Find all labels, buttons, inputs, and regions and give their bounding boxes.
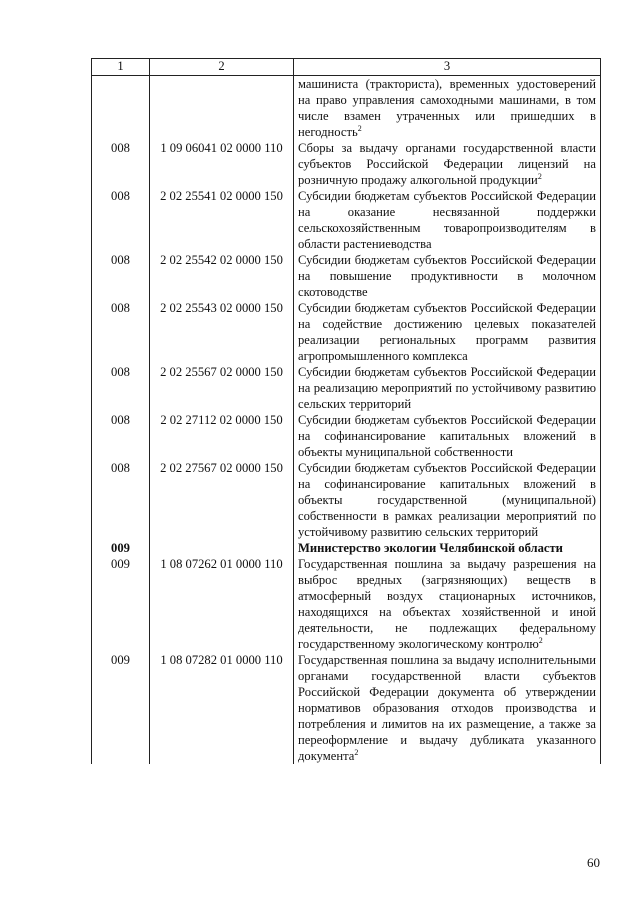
admin-code-cell: 008	[92, 252, 150, 300]
footnote-mark: 2	[538, 636, 543, 645]
admin-code-cell: 008	[92, 364, 150, 412]
description-text: Субсидии бюджетам субъектов Российской Федерации на реализацию мероприятий по устойчивому развитию сельских территорий	[298, 365, 596, 411]
admin-code-cell: 008	[92, 140, 150, 188]
table-row	[92, 556, 601, 652]
revenue-code-cell: 2 02 25543 02 0000 150	[150, 300, 294, 364]
table-row	[92, 188, 601, 252]
admin-code-cell: 008	[92, 188, 150, 252]
description-text: Государственная пошлина за выдачу разрешения на выброс вредных (загрязняющих) веществ в атмосферный воздух стационарных источников, находящихся на объектах хозяйственной и иной деятельности, не подлежащих федеральному государственному экологическому контролю	[298, 557, 596, 651]
revenue-code-cell: 2 02 25541 02 0000 150	[150, 188, 294, 252]
table-row-section-heading	[92, 540, 601, 556]
description-cell	[294, 364, 601, 412]
description-cell	[294, 652, 601, 764]
description-cell	[294, 188, 601, 252]
footnote-mark: 2	[357, 124, 362, 133]
description-cell	[294, 76, 601, 141]
admin-code-cell	[92, 76, 150, 141]
table-row	[92, 412, 601, 460]
description-text: машиниста (тракториста), временных удостоверений на право управления самоходными машинами, в том числе взамен утраченных или пришедших в негодность	[298, 77, 596, 139]
table-header-row	[92, 59, 601, 76]
footnote-mark: 2	[354, 748, 359, 757]
header-col-3: 3	[294, 59, 601, 76]
description-text: Субсидии бюджетам субъектов Российской Федерации на софинансирование капитальных вложений в объекты государственной (муниципальной) собственности в рамках реализации мероприятий по устойчивому развитию сельских территорий	[298, 461, 596, 539]
admin-code-cell: 008	[92, 460, 150, 540]
admin-code-cell: 009	[92, 540, 150, 556]
revenue-code-cell: 1 08 07282 01 0000 110	[150, 652, 294, 764]
admin-code-cell: 008	[92, 300, 150, 364]
revenue-code-cell: 2 02 25542 02 0000 150	[150, 252, 294, 300]
description-text: Государственная пошлина за выдачу исполнительными органами государственной власти субъектов Российской Федерации документа об утверждении нормативов образования отходов производства и потребления и лимитов на их размещение, а также за переоформление и выдачу дубликата указанного документа	[298, 653, 596, 763]
revenue-code-cell: 1 08 07262 01 0000 110	[150, 556, 294, 652]
description-cell	[294, 300, 601, 364]
table-row	[92, 364, 601, 412]
admin-code-cell: 009	[92, 556, 150, 652]
table-row	[92, 140, 601, 188]
ministry-heading: Министерство экологии Челябинской области	[294, 540, 601, 556]
description-cell	[294, 412, 601, 460]
table-row	[92, 252, 601, 300]
revenue-code-cell: 2 02 27112 02 0000 150	[150, 412, 294, 460]
page-number: 60	[587, 855, 600, 870]
admin-code-cell: 008	[92, 412, 150, 460]
description-cell	[294, 140, 601, 188]
description-cell	[294, 556, 601, 652]
revenue-code-cell: 2 02 27567 02 0000 150	[150, 460, 294, 540]
description-cell	[294, 252, 601, 300]
revenue-code-cell: 1 09 06041 02 0000 110	[150, 140, 294, 188]
table-row	[92, 76, 601, 141]
revenue-code-cell: 2 02 25567 02 0000 150	[150, 364, 294, 412]
description-text: Сборы за выдачу органами государственной власти субъектов Российской Федерации лицензий на розничную продажу алкогольной продукции	[298, 141, 596, 187]
footnote-mark: 2	[537, 172, 542, 181]
description-text: Субсидии бюджетам субъектов Российской Федерации на оказание несвязанной поддержки сельскохозяйственным товаропроизводителям в области растениеводства	[298, 189, 596, 251]
header-col-1: 1	[92, 59, 150, 76]
admin-code-cell: 009	[92, 652, 150, 764]
description-text: Субсидии бюджетам субъектов Российской Федерации на софинансирование капитальных вложений в объекты муниципальной собственности	[298, 413, 596, 459]
revenue-codes-table	[91, 58, 601, 764]
description-cell	[294, 460, 601, 540]
header-col-2: 2	[150, 59, 294, 76]
table-row	[92, 460, 601, 540]
revenue-code-cell	[150, 76, 294, 141]
description-text: Субсидии бюджетам субъектов Российской Федерации на повышение продуктивности в молочном скотоводстве	[298, 253, 596, 299]
table-row	[92, 652, 601, 764]
description-text: Субсидии бюджетам субъектов Российской Федерации на содействие достижению целевых показателей реализации региональных программ развития агропромышленного комплекса	[298, 301, 596, 363]
revenue-code-cell	[150, 540, 294, 556]
table-row	[92, 300, 601, 364]
